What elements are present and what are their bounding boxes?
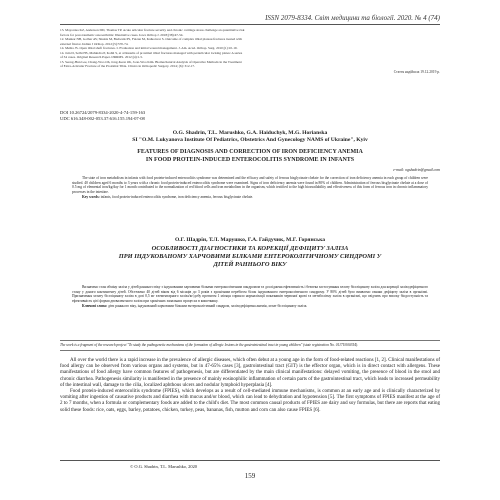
reference-line: factors for post-traumatic osteoarthritis: Illustrative cases. Iowa Orthop J. 2018;(38):47-54. (60, 32, 184, 37)
title-line: FEATURES OF DIAGNOSIS AND CORRECTION OF IRON DEFICIENCY ANEMIA (137, 149, 363, 155)
running-header: ISSN 2079-8334. Світ медицини та біології. 2020. № 4 (74) (60, 14, 440, 25)
research-note: The work is a fragment of the research project "To study the pathogenetic mechanisms of the formation of allergic lesions in the gastrointestinal tract in young children" (state registration No. 0117U000354). (60, 340, 440, 351)
email: e-mail: ogshadrin@gmail.com (393, 168, 440, 172)
page-number: 159 (244, 472, 256, 480)
ua-title-line: ПРИ ІНДУКОВАНОМУ ХАРЧОВИМИ БІЛКАМИ ЕНТЕРОКОЛІТИЧНОМУ СИНДРОМІ У (118, 253, 382, 261)
reference-line: 13. Mayorska KZ, Anderson DD, Thomas TP. Acute articular fracture severity and chronic cartilage stress challenge an quantitative risk (60, 28, 245, 32)
reference-line: of Extra-Articular Fracture of the Proximal Tibia. Clinics in Orthopedic Surgery. 2014; (6): 312-17. (60, 64, 195, 68)
reference-line: 12. Mankar NB, Golhar AV, Shukla M, Badwaik PS, Faizan M, Kalkotwar S. Outcome of complex tibial plateau fractures treated with (60, 37, 243, 41)
copyright: © O.G. Shadrin, T.L. Marushko, 2020 (130, 464, 197, 469)
udc: UDC 616.348-002-053.37:616.155.194-07-08 (60, 116, 145, 121)
ua-title (80, 245, 420, 270)
ua-keywords-text: діти раннього віку, індукований харчовими білками ентероколітичний синдром, залізодефіцитна анемія, хелат бісгліцинату заліза. (107, 303, 308, 308)
keywords-text: infants, food protein-induced enterocolitis syndrome, iron deficiency anemia, ferrous bisglycinate chelate. (100, 194, 254, 199)
ua-title-line: ДІТЕЙ РАННЬОГО ВІКУ (213, 261, 287, 269)
keywords (72, 195, 428, 200)
doi-block (60, 110, 145, 122)
reference-line: external fixator. Indian J Orthop. 2012;(5):570-74. (60, 41, 129, 46)
body-paragraph: All over the world there is a rapid increase in the prevalence of allergic diseases, which often debut at a young age in the form of food-related reactions [1, 2]. Clinical manifestations of food allergy can be observed from various organs and systems, but in 47-65% cases [3], gastrointestinal tract (GIT) is the effector organ, which is in direct contact with allergens. These manifestations of food allergy have common features of pathogenesis, but are differentiated by the main clinical manifestations: delayed vomiting, the presence of blood in the stool and chronic diarrhea. Pathogenesis similarity is manifested in the presence of mainly eosinophilic inflammation of certain parts of the gastrointestinal tract, which leads to increased permeability of the intestinal wall, damage to the cilia, localized aphthous ulcers and nodular lymphoid hyperplasia [4]. (60, 358, 440, 388)
reference-line: 14. Mehta JS. Open tibial shaft fractures. I. Evaluation and initial wound management. J. Am. Acad. Orthop. Surg. 2010;(1):10-19. (60, 46, 238, 50)
title-line: IN FOOD PROTEIN-INDUCED ENTEROCOLITIS SYNDROME IN INFANTS (145, 157, 355, 163)
affiliation: SI "O.M. Lukyanova Institute Of Pediatrics, Obstetrics And Gynecology NAMS of Ukraine", Kyiv (132, 137, 368, 143)
ua-keywords-label: Ключові слова: (82, 303, 108, 308)
author-names: O.G. Shadrin, T.L. Marushko, G.A. Haiduchyk, M.G. Horianska (172, 130, 328, 136)
abstract-en (72, 176, 428, 200)
ua-keywords (72, 304, 428, 309)
ua-title-line: ОСОБЛИВОСТІ ДІАГНОСТИКИ ТА КОРЕКЦІЇ ДЕФІЦИТУ ЗАЛІЗА (151, 245, 349, 252)
received-date: Стаття надійшла 19.12.2019 р. (393, 69, 440, 74)
reference-line: of 34 cases. Original Research Paper. IJRRMS. 2012;(4):1-5. (60, 55, 143, 59)
body-text (60, 358, 440, 414)
ua-authors: О.Г. Шадрін, Т.Л. Марушко, Г.А. Гайдучик, М.Г. Горянська (174, 237, 326, 243)
reference-list (60, 28, 440, 74)
abstract-ua (72, 285, 428, 309)
footer-divider (60, 460, 440, 461)
authors-block (60, 130, 440, 144)
article-title (80, 148, 420, 164)
body-paragraph: Food protein-induced enterocolitis syndrome (FPIES), which develops as a result of cell-mediated immune mechanisms, is common at an early age and is clinically characterized by vomiting after ingestion of causative products and diarrhea with mucus and/or blood, which can lead to dehydration and hypotension [5]. The first symptoms of FPIES manifest at the age of 2 to 7 months, when a formula or complementary foods are added to the child's diet. The most common causal products of FPIES are dairy and soy formulas, but there are reports that eating solid these foods: rice, oats, eggs, barley, potatoes, chicken, turkey, peas, bananas, fish, mutton and corn can also cause FPIES [6]. (60, 389, 440, 413)
reference-line: 15. Seong-Hun Lee, Chang-Woo Oh, Jong-Keon Oh, Joon-Woo Kim. Biomechanical Analysis of Operative Methods in the Treatment (60, 59, 242, 64)
ua-abstract-paragraph: Визначено стан обміну заліза у дітей раннього віку з індукованим харчовими білками ентероколітичним синдромом та досліджена ефективність і безпека застосування хелату бісгліцинату заліза для корекції залізодефіцитного стану у даного контингенту дітей. Обстежено 40 дітей віком від 6 місяців до 3 років з хронічним перебігом білок індукованого ентероколітичного синдрому. У 80% дітей було виявлено ознаки дефіциту заліза в організмі. Призначення хелату бісгліцинату заліза в дозі 0,5 мг елементарного заліза/кг/добу протягом 1 місяця сприяло нормалізації показників червоної крові та метаболізму заліза в організмі, що свідчить про високу біодоступність та ефективність цієї форми двовалентного заліза при хронічних запальних процесах в кишечнику. (72, 285, 428, 304)
reference-line: 14. Jain D, Selhi HS, Mahindra P, Kohli S, et al Results of proximal tibial fractures managed with periarticular locking plates: A series (60, 50, 243, 55)
doi: DOI 10.26724/2079-8334-2020-4-74-159-163 (60, 110, 146, 115)
keywords-label: Key words: (82, 194, 100, 199)
abstract-paragraph: The state of iron metabolism in infants with food protein-induced enterocolitis syndrome was determined and the efficacy and safety of ferrous bisglycinate chelate for the correction of iron deficiency anemia in each group of children were studied. 40 children aged 6 months to 3 years with a chronic food protein-induced enterocolitis syndrome were examined. Signs of iron deficiency anemia were found in 80% of children. Administration of ferrous bisglycinate chelate at a dose of 0.5 mg of elemental iron/kg/day for 1 month contributed to the normalization of red blood cells and iron metabolism in the organism, which testified to the high bioavailability and effectiveness of this form of ferrous iron in chronic inflammatory processes in the intestine. (72, 176, 428, 195)
